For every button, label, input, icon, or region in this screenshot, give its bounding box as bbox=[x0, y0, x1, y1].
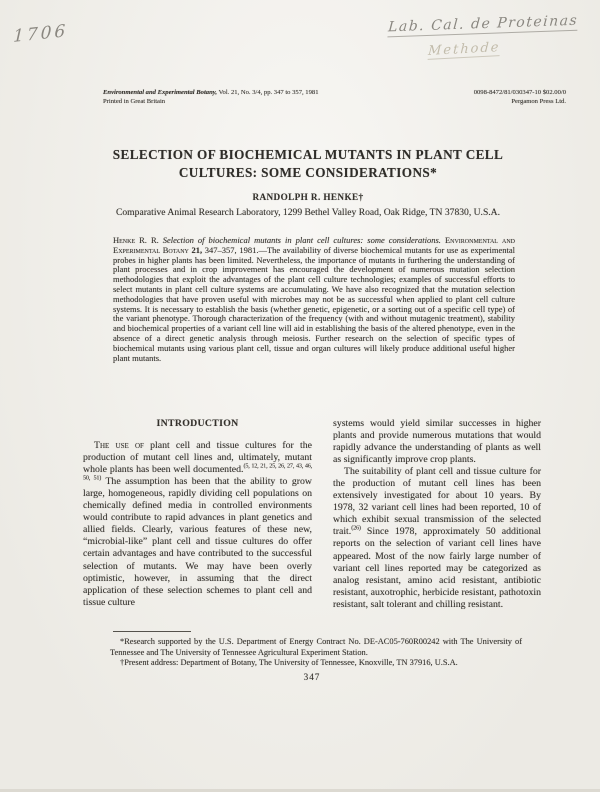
footnote-present-address: †Present address: Department of Botany, The University of Tennessee, Knoxville, TN 37916, U.S.A. bbox=[120, 658, 458, 667]
paragraph-2-text-a: The suitability of plant cell and tissue culture for the production of mutant cell lines has been extensively investigated for about 10 years. By 1978, 32 variant cell lines had been reported, 10 of which exhibit sexual transmission of the selected trait. bbox=[333, 466, 541, 538]
publisher-name: Pergamon Press Ltd. bbox=[511, 98, 566, 105]
footnote-research-support: *Research supported by the U.S. Department of Energy Contract No. DE-AC05-760R00242 with The University of Tennessee and The University of Tennessee Agricultural Experiment Station. bbox=[110, 637, 522, 657]
paragraph-2-text-b: Since 1978, approximately 50 additional reports on the selection of variant cell lines have appeared. Most of the now fairly large number of variant cell lines reported may be categorized as analog resistant, amino acid resistant, antibiotic resistant, auxotrophic, herbicide resistant, pathotoxin resistant, salt tolerant and chilling resistant. bbox=[333, 526, 541, 610]
abstract-journal-name: Environmental and Experimental Botany bbox=[113, 235, 515, 255]
reference-superscript-1: (5, 12, 21, 25, 26, 27, 43, 46, 50, 51) bbox=[83, 462, 312, 482]
abstract-body-text: The availability of diverse biochemical mutants for use as experimental probes in higher plants has been limited. Nevertheless, the importance of mutants in furthering the understanding of plant processes and in crop improvement has encouraged the development of numerous mutation selection methodologies that exploit the advantages of the plant cell culture technologies; examples of successful efforts to select mutants in plant cell culture systems are accumulating. We have also recognized that the mutation selection methodologies that have proven useful with microbes may not be as successful when applied to plant cell culture systems. It is necessary to establish the basis (whether genetic, epigenetic, or a sorting out of a specific cell type) of the variant phenotype. Thorough characterization of the frequency (with and without mutagenic treatment), stability and biochemical properties of a variant cell line will aid in establishing the basis of the altered phenotype, even in the absence of a direct genetic analysis through meiosis. Further research on the selection of specific types of biochemical mutants using various plant cell, tissue and organ cultures will likely produce additional useful higher plant mutants. bbox=[113, 244, 515, 363]
paragraph-1-text-b: The assumption has been that the ability to grow large, homogeneous, rapidly dividing cell populations on chemically defined media in controlled environments would contribute to rapid advances in plant genetics and allied fields. Clearly, various features of these new, “microbial-like” plant cell and tissue cultures do offer certain advantages and have contributed to the successful selection of mutants. We may have been overly optimistic, however, in assuming that the direct application of these selection schemes to plant cell and tissue culture bbox=[83, 476, 312, 608]
journal-volume-info: Vol. 21, No. 3/4, pp. 347 to 357, 1981 bbox=[217, 89, 319, 96]
footnote-divider bbox=[113, 631, 191, 632]
reference-superscript-2: (26) bbox=[351, 525, 361, 533]
introduction-heading: INTRODUCTION bbox=[156, 418, 239, 429]
abstract-citation-author: Henke R. R. bbox=[113, 235, 163, 245]
paragraph-1-text-a: plant cell and tissue cultures for the production of mutant cell lines and, ultimately, mutant whole plants has been well documented. bbox=[83, 440, 312, 476]
author-name: RANDOLPH R. HENKE† bbox=[252, 192, 364, 202]
handwritten-note-line2: Methode bbox=[427, 40, 501, 59]
page-number: 347 bbox=[303, 672, 321, 682]
paragraph-lead-smallcaps: The use of bbox=[94, 440, 144, 452]
paragraph-1-continuation: systems would yield similar successes in higher plants and provide numerous mutations that would rapidly advance the understanding of plants as well as significantly improve crop plants. bbox=[333, 418, 541, 466]
abstract-paragraph bbox=[113, 236, 515, 363]
printed-in-line: Printed in Great Britain bbox=[103, 98, 166, 105]
abstract-volume-number: 21, bbox=[191, 244, 203, 255]
article-title bbox=[40, 146, 576, 181]
author-affiliation: Comparative Animal Research Laboratory, 1299 Bethel Valley Road, Oak Ridge, TN 37830, U.S.A. bbox=[115, 207, 501, 218]
left-column bbox=[83, 418, 312, 609]
copyright-code: 0098-8472/81/030347-10 $02.00/0 bbox=[473, 89, 566, 96]
introduction-paragraph-1 bbox=[83, 440, 312, 609]
right-column bbox=[333, 418, 541, 611]
handwritten-note-line1: Lab. Cal. de Proteinas bbox=[387, 13, 578, 38]
abstract-page-range: 347–357, 1981.— bbox=[202, 244, 267, 255]
abstract-citation-title: Selection of biochemical mutants in plant cell cultures: some considerations. bbox=[162, 235, 445, 245]
journal-name: Environmental and Experimental Botany, bbox=[103, 89, 218, 96]
footnotes-block bbox=[110, 637, 522, 669]
title-line-2: CULTURES: SOME CONSIDERATIONS* bbox=[178, 164, 438, 180]
journal-citation-line bbox=[103, 88, 383, 97]
masthead-left bbox=[103, 88, 383, 106]
masthead-right bbox=[474, 88, 566, 106]
handwritten-page-number: 1706 bbox=[12, 21, 69, 47]
title-line-1: SELECTION OF BIOCHEMICAL MUTANTS IN PLANT CELL bbox=[112, 147, 504, 162]
introduction-paragraph-2 bbox=[333, 466, 541, 611]
